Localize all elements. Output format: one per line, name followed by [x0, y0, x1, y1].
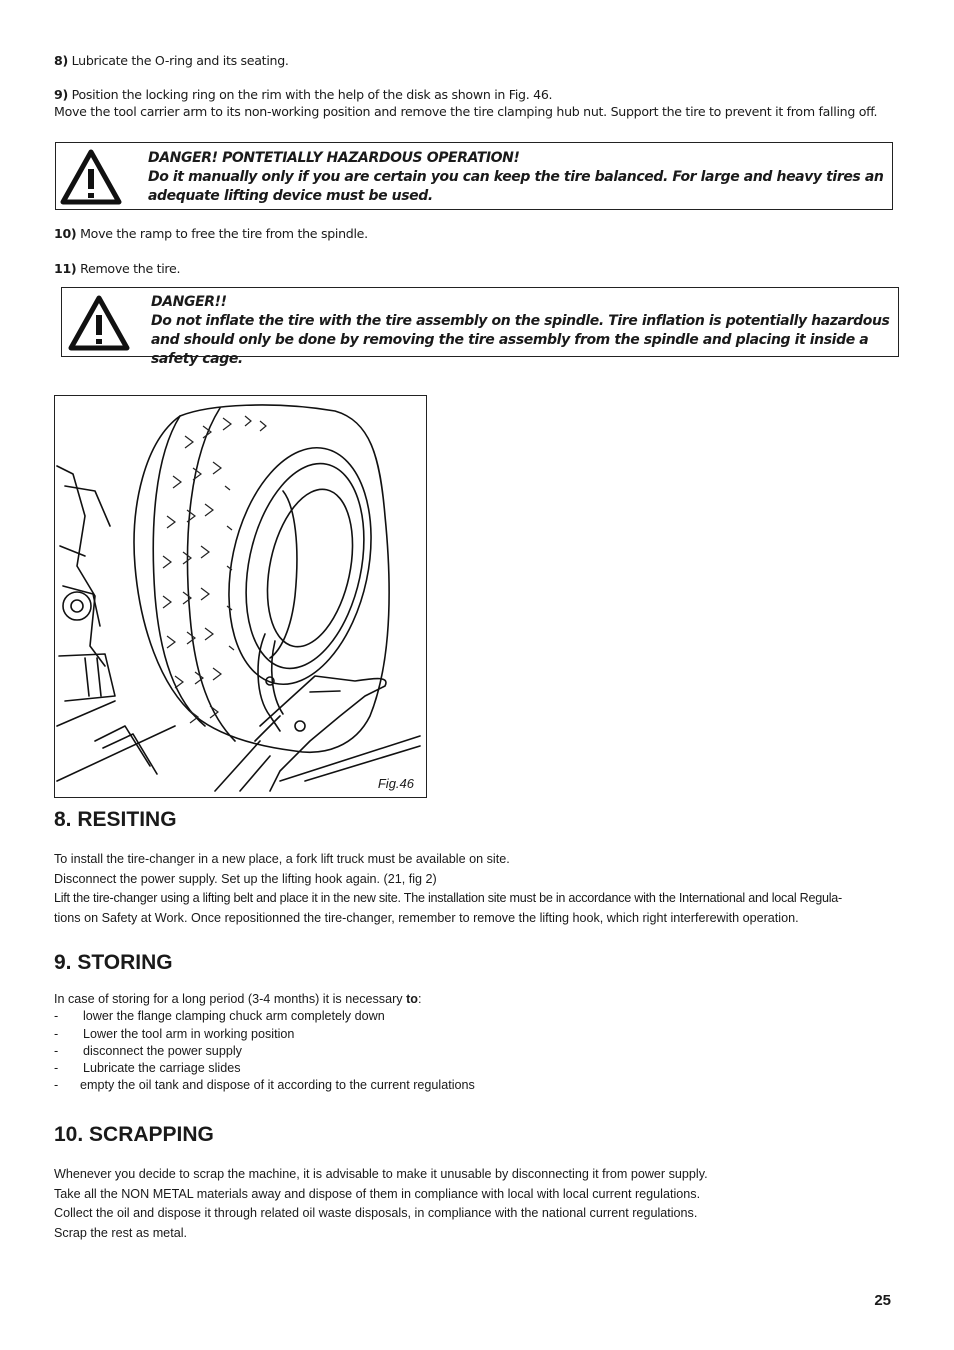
step-text: Lubricate the O-ring and its seating. [71, 53, 289, 68]
step-number: 11) [54, 261, 77, 276]
section-heading-storing: 9. STORING [54, 951, 173, 974]
page-number: 25 [874, 1292, 891, 1309]
paragraph-line: Lift the tire-changer using a lifting belt and place it in the new site. The installation site must be in accordance with the International and local Regula- [54, 891, 842, 905]
step-number: 10) [54, 226, 77, 241]
step-8 [54, 52, 902, 69]
resiting-paragraph [54, 850, 904, 928]
warning-triangle-icon [68, 295, 130, 351]
step-9 [54, 86, 902, 120]
step-continuation: Move the tool carrier arm to its non-working position and remove the tire clamping hub nut. Support the tire to prevent it from falling off. [54, 104, 878, 119]
warning-text [148, 149, 888, 206]
list-item: - disconnect the power supply [54, 1043, 242, 1058]
danger-warning-box [61, 287, 899, 367]
step-text: Position the locking ring on the rim with the help of the disk as shown in Fig. 46. [71, 87, 553, 102]
list-item: - Lower the tool arm in working position [54, 1026, 295, 1041]
warning-body: Do not inflate the tire with the tire assembly on the spindle. Tire inflation is potentially hazardous and should only be done by removing the tire assembly from the spindle and placing it inside a safety cage. [151, 313, 890, 367]
list-item: - empty the oil tank and dispose of it according to the current regulations [54, 1078, 475, 1093]
section-heading-resiting: 8. RESITING [54, 808, 177, 831]
paragraph-line: To install the tire-changer in a new place, a fork lift truck must be available on site. [54, 852, 510, 866]
paragraph-line: Disconnect the power supply. Set up the lifting hook again. (21, fig 2) [54, 871, 437, 886]
warning-text [151, 293, 893, 369]
warning-title: DANGER! PONTETIALLY HAZARDOUS OPERATION! [148, 150, 520, 166]
tire-removal-illustration [55, 396, 425, 796]
paragraph-line: Scrap the rest as metal. [54, 1225, 187, 1240]
list-item: - lower the flange clamping chuck arm completely down [54, 1009, 385, 1024]
warning-body: Do it manually only if you are certain you can keep the tire balanced. For large and heavy tires an adequate lifting device must be used. [148, 169, 884, 204]
step-10 [54, 225, 902, 242]
scrapping-paragraph [54, 1165, 904, 1243]
danger-warning-box [55, 142, 893, 210]
step-text: Move the ramp to free the tire from the spindle. [80, 226, 368, 241]
figure-caption: Fig.46 [377, 776, 414, 791]
paragraph-line: tions on Safety at Work. Once repositionned the tire-changer, remember to remove the lifting hook, which right interferewith operation. [54, 910, 799, 925]
step-number: 8) [54, 53, 68, 68]
step-number: 9) [54, 87, 68, 102]
list-item: - Lubricate the carriage slides [54, 1061, 241, 1076]
section-heading-scrapping: 10. SCRAPPING [54, 1123, 214, 1146]
storing-intro: In case of storing for a long period (3-4 months) it is necessary to: [54, 992, 422, 1006]
step-11 [54, 260, 902, 277]
step-text: Remove the tire. [80, 261, 181, 276]
warning-title: DANGER!! [151, 294, 227, 310]
warning-triangle-icon [60, 149, 122, 205]
paragraph-line: Take all the NON METAL materials away and dispose of them in compliance with local with local current regulations. [54, 1186, 701, 1201]
figure-46 [54, 395, 427, 798]
paragraph-line: Whenever you decide to scrap the machine, it is advisable to make it unusable by disconnecting it from power supply. [54, 1167, 708, 1181]
storing-content [54, 991, 754, 1095]
paragraph-line: Collect the oil and dispose it through related oil waste disposals, in compliance with the national current regulations. [54, 1206, 698, 1220]
